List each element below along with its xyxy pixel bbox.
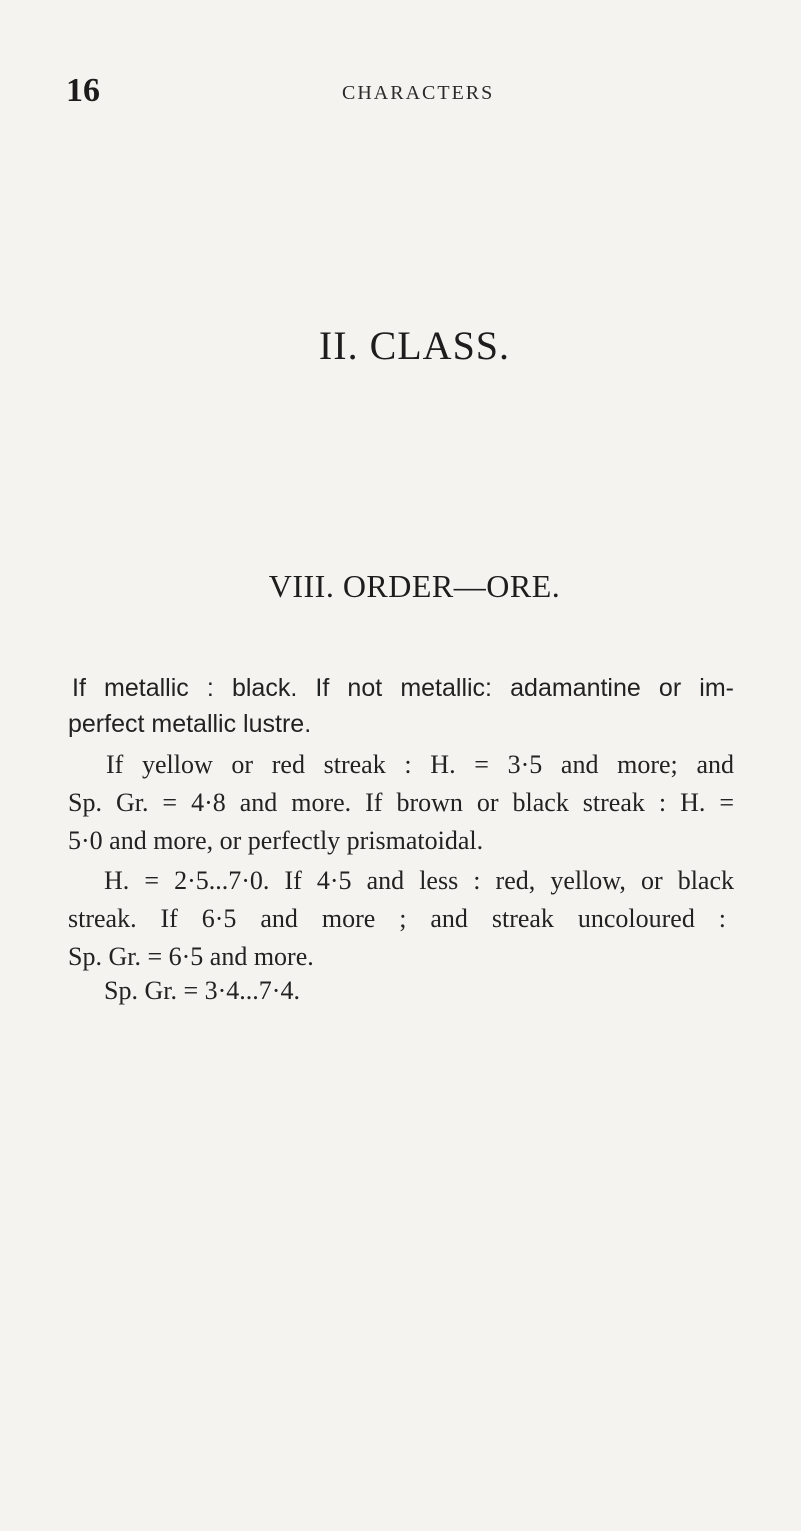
order-heading: VIII. ORDER—ORE.: [268, 568, 561, 604]
text-line: 5·0 and more, or perfectly prismatoidal.: [68, 826, 484, 855]
text-line: perfect metallic lustre.: [68, 710, 312, 738]
page-number: 16: [66, 72, 100, 109]
text-line: Sp. Gr. = 6·5 and more.: [68, 942, 314, 971]
text-line: If metallic : black. If not metallic: adamantine or im-: [72, 674, 734, 702]
text-line: Sp. Gr. = 3·4...7·4.: [104, 976, 300, 1005]
text-line: H. = 2·5...7·0. If 4·5 and less : red, yellow, or black: [104, 866, 734, 895]
text-line: Sp. Gr. = 4·8 and more. If brown or black streak : H. =: [68, 788, 734, 817]
text-line: streak. If 6·5 and more ; and streak uncoloured :: [68, 904, 726, 933]
running-head: CHARACTERS: [342, 82, 495, 104]
class-heading: II. CLASS.: [318, 323, 511, 368]
text-line: If yellow or red streak : H. = 3·5 and more; and: [106, 750, 734, 779]
